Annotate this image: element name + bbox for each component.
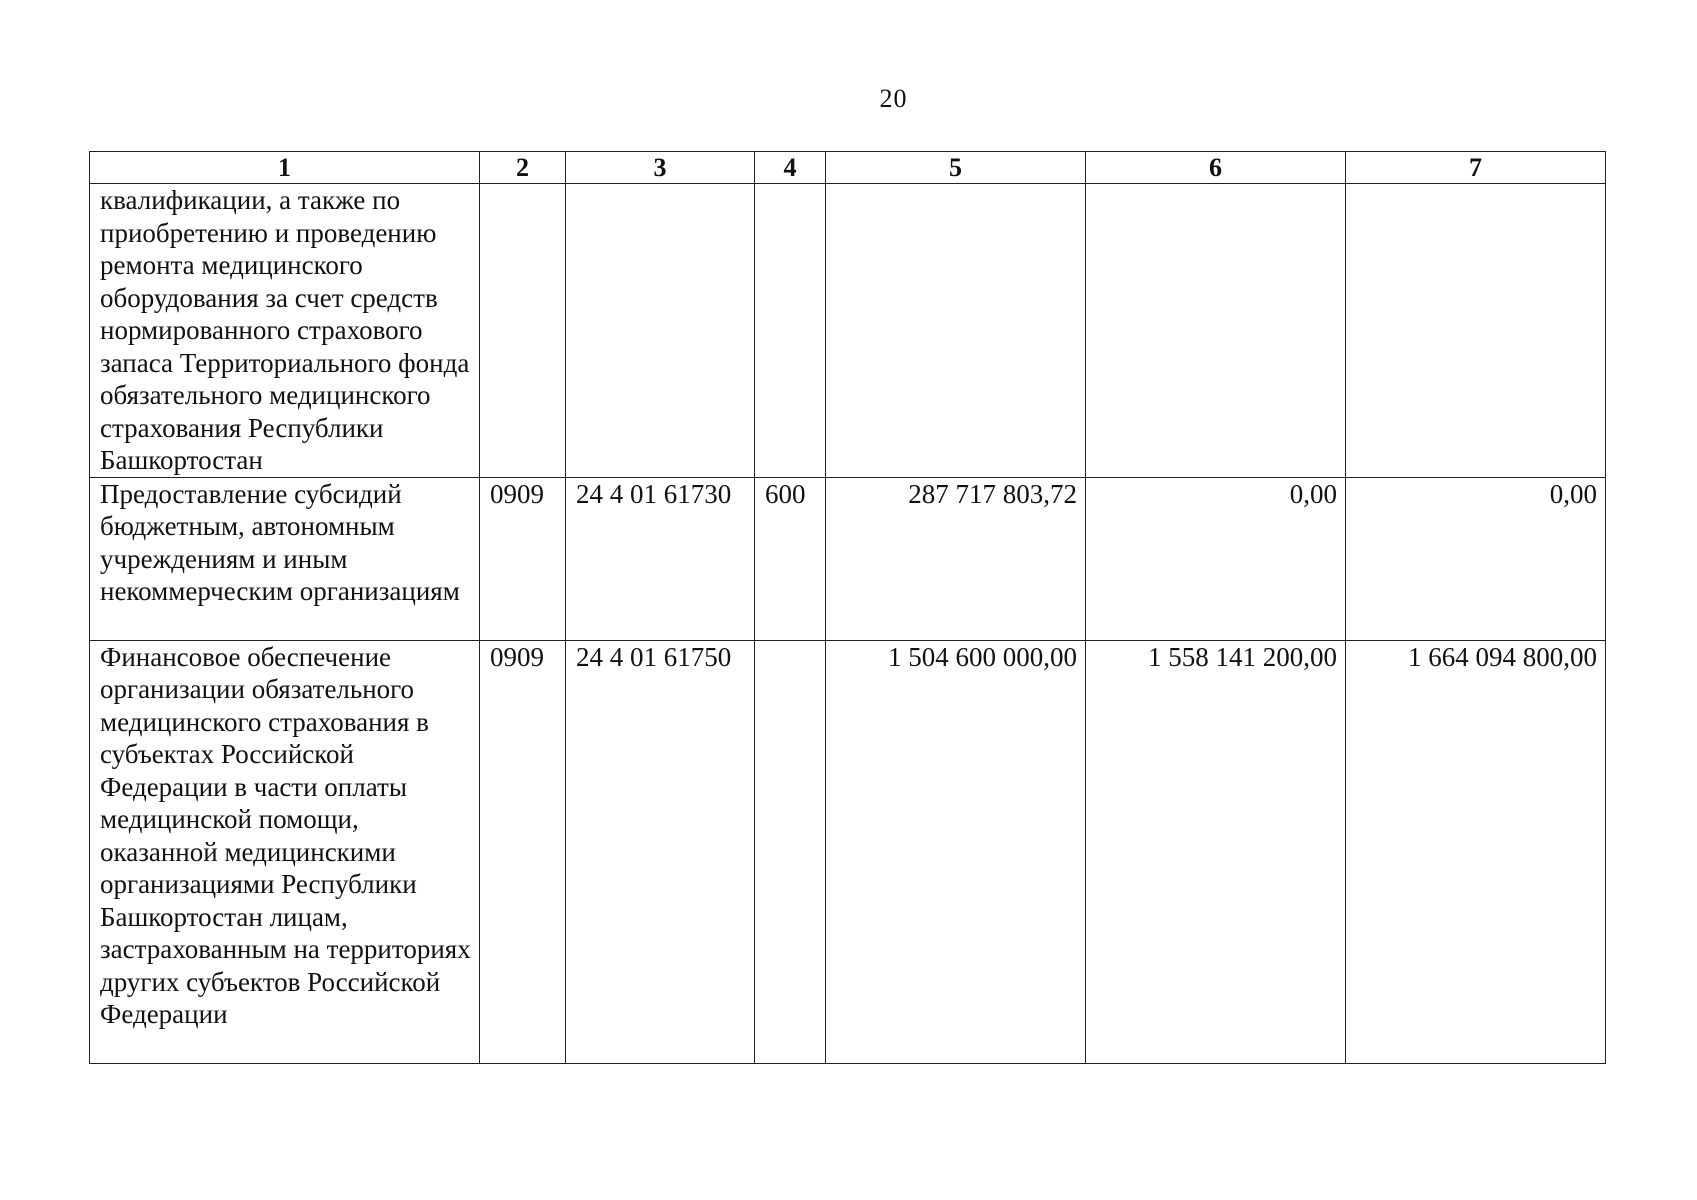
amount-year-3-cell: 0,00 — [1346, 477, 1606, 640]
table-header-row — [90, 152, 1606, 184]
target-article-cell: 24 4 01 61750 — [566, 640, 755, 1063]
table-row — [90, 184, 1606, 478]
section-code-cell: 0909 — [480, 477, 566, 640]
row-description: Предоставление субсидий бюджетным, автономным учреждениям и иным некоммерческим организациям — [90, 477, 480, 640]
column-header-3: 3 — [566, 152, 755, 184]
page-number: 20 — [879, 84, 908, 113]
amount-year-3-cell — [1346, 184, 1606, 478]
table-row — [90, 640, 1606, 1063]
column-header-5: 5 — [826, 152, 1086, 184]
expense-type-cell — [755, 184, 826, 478]
section-code-cell — [480, 184, 566, 478]
expense-type-cell — [755, 640, 826, 1063]
target-article-cell — [566, 184, 755, 478]
amount-year-3-cell: 1 664 094 800,00 — [1346, 640, 1606, 1063]
row-description: квалификации, а также по приобретению и проведению ремонта медицинского оборудования за счет средств нормированного страхового запаса Территориального фонда обязательного медицинского страхования Республики Башкортостан — [90, 184, 480, 478]
column-header-7: 7 — [1346, 152, 1606, 184]
amount-year-2-cell: 1 558 141 200,00 — [1086, 640, 1346, 1063]
column-header-2: 2 — [480, 152, 566, 184]
amount-year-1-cell: 1 504 600 000,00 — [826, 640, 1086, 1063]
amount-year-2-cell — [1086, 184, 1346, 478]
budget-table — [89, 151, 1606, 1064]
section-code-cell: 0909 — [480, 640, 566, 1063]
column-header-1: 1 — [90, 152, 480, 184]
row-description: Финансовое обеспечение организации обязательного медицинского страхования в субъектах Российской Федерации в части оплаты медицинской помощи, оказанной медицинскими организациями Республики Башкортостан лицам, застрахованным на территориях других субъектов Российской Федерации — [90, 640, 480, 1063]
amount-year-2-cell: 0,00 — [1086, 477, 1346, 640]
column-header-4: 4 — [755, 152, 826, 184]
table-row — [90, 477, 1606, 640]
column-header-6: 6 — [1086, 152, 1346, 184]
target-article-cell: 24 4 01 61730 — [566, 477, 755, 640]
expense-type-cell: 600 — [755, 477, 826, 640]
amount-year-1-cell: 287 717 803,72 — [826, 477, 1086, 640]
amount-year-1-cell — [826, 184, 1086, 478]
